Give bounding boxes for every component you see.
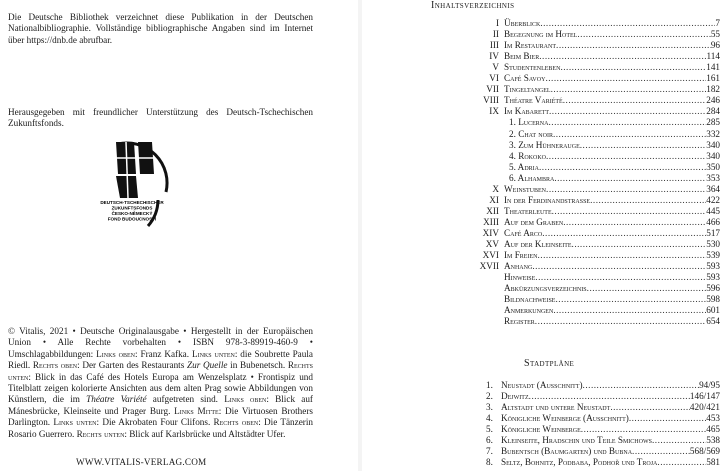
toc-page-number: 340 <box>706 150 720 161</box>
toc-leader-dots <box>580 140 706 151</box>
logo-line-4: FOND BUDOUCNOSTI <box>107 216 157 222</box>
logo-line-3: ČESKO-NĚMECKÝ <box>111 211 153 216</box>
toc-page-number: 593 <box>706 272 720 283</box>
toc-leader-dots <box>537 250 706 261</box>
toc-chapter-number: VI <box>489 73 499 84</box>
toc-chapter-number: I <box>495 18 499 28</box>
toc-entry-line <box>504 261 720 272</box>
toc-leader-dots <box>532 261 706 272</box>
toc-entry-line <box>504 239 720 250</box>
toc-leader-dots <box>535 272 706 283</box>
toc-entry-line <box>504 305 720 316</box>
toc-entry[interactable] <box>368 272 720 283</box>
plan-page-number: 146/147 <box>689 391 720 402</box>
zukunftsfonds-logo <box>80 140 170 228</box>
toc-entry-line <box>504 18 720 29</box>
toc-page-number: 530 <box>706 239 720 249</box>
toc-leader-dots <box>590 195 706 206</box>
toc-page-number: 364 <box>706 183 720 194</box>
toc-leader-dots <box>551 84 707 95</box>
logo-line-2: ZUKUNFTSFONDS <box>111 205 153 211</box>
toc-chapter-number: XI <box>489 194 499 205</box>
imprint-segment: : Die Akrobaten Four Clifons. <box>96 417 214 428</box>
plan-leader-dots <box>652 435 706 446</box>
toc-page-number: 96 <box>710 40 720 51</box>
plan-leader-dots <box>610 402 690 413</box>
imprint-text <box>8 326 313 440</box>
toc-chapter-number: IV <box>489 51 499 62</box>
toc-chapter-title: Hinweise <box>504 272 536 283</box>
toc-chapter-title: Register <box>504 316 535 327</box>
toc-leader-dots <box>572 239 707 250</box>
plan-entry[interactable] <box>368 391 720 402</box>
toc-entry[interactable] <box>368 305 720 316</box>
toc-chapter-number: IX <box>489 106 499 117</box>
toc-entry[interactable] <box>368 195 720 206</box>
toc-entry-line <box>504 29 720 40</box>
imprint-segment: © Vitalis, 2021 • Deutsche Originalausgabe • Hergestellt in der Europäischen Union • Alle Rechte vorbehalten • ISBN 978-3-89919-460-9 • Umschlagabbildungen: <box>8 326 313 359</box>
toc-leader-dots <box>553 129 706 140</box>
toc-chapter-title: Beim Bier <box>504 51 540 62</box>
plan-entry-line <box>501 391 720 402</box>
toc-leader-dots <box>555 294 706 305</box>
plan-page-number: 465 <box>706 424 720 435</box>
plan-entry[interactable] <box>368 457 720 468</box>
plan-leader-dots <box>529 391 690 402</box>
plan-page-number: 538 <box>706 435 720 446</box>
toc-leader-dots <box>548 117 706 128</box>
toc-chapter-number: X <box>492 183 499 194</box>
toc-chapter-title: In der Ferdinandstrasse <box>504 194 591 205</box>
toc-chapter-title: 4. Rokoko <box>509 150 546 161</box>
imprint-segment: Links oben <box>224 394 267 405</box>
toc-leader-dots <box>549 106 706 117</box>
toc-page-number: 350 <box>706 161 720 172</box>
toc-chapter-title: 2. Chat noir <box>509 128 553 139</box>
toc-chapter-number: XII <box>486 205 499 216</box>
plan-entry[interactable] <box>368 435 720 446</box>
imprint-segment: Links unten <box>191 348 235 359</box>
plan-entry-line <box>501 424 720 435</box>
toc-chapter-title: Tingeltangel <box>504 84 551 95</box>
imprint-segment: Rechts unten <box>8 360 314 382</box>
toc-page-number: 466 <box>706 216 720 227</box>
toc-entry[interactable] <box>368 40 720 51</box>
toc-leader-dots <box>542 228 706 239</box>
bibliographic-note: Die Deutsche Bibliothek verzeichnet diese Publikation in der Deutschen Nationalbibliographie. Vollständige bibliographische Angaben sind im Internet über https://dnb.de abrufbar. <box>8 12 313 45</box>
imprint-segment: : Die Tänzerin Rosario Guerrero. <box>8 417 313 439</box>
toc-entry-line <box>504 283 720 294</box>
toc-chapter-title: Auf der Kleinseite <box>504 239 572 249</box>
toc-entry-line <box>504 106 720 117</box>
toc-title: Inhaltsverzeichnis <box>431 0 515 11</box>
imprint-segment: : Blick auf Mánesbrücke, Kleinseite und Prager Burg. <box>8 394 313 416</box>
plan-entry[interactable] <box>368 446 720 457</box>
toc-chapter-title: Auf dem Graben <box>504 216 564 227</box>
toc-entry-line <box>509 162 720 173</box>
plan-title: Kleinseite, Hradschin und Teile Smichows <box>501 435 652 446</box>
toc-page-number: 445 <box>706 205 720 216</box>
toc-entry-line <box>509 151 720 162</box>
toc-chapter-title: Bildnachweise <box>504 294 556 305</box>
toc-entry[interactable] <box>368 316 720 327</box>
toc-entry[interactable] <box>368 62 720 73</box>
plan-leader-dots <box>632 446 690 457</box>
toc-chapter-title: Anmerkungen <box>504 305 554 316</box>
toc-chapter-number: XVI <box>482 250 499 261</box>
toc-chapter-title: 5. Adria <box>509 161 539 172</box>
toc-leader-dots <box>546 151 706 162</box>
toc-entry[interactable] <box>368 173 720 184</box>
plan-entry-line <box>501 380 720 391</box>
plan-number: 4. <box>486 413 493 424</box>
toc-leader-dots <box>577 29 710 40</box>
toc-entry[interactable] <box>368 294 720 305</box>
toc-entry[interactable] <box>368 261 720 272</box>
toc-entry-line <box>504 217 720 228</box>
plan-title: Königliche Weinberge <box>501 424 581 435</box>
toc-page-number: 596 <box>706 283 720 294</box>
imprint-segment: in Bubenetsch. <box>227 360 288 371</box>
toc-entry-line <box>504 62 720 73</box>
plan-page-number: 453 <box>706 413 720 424</box>
toc-chapter-title: Café Arco <box>504 227 543 238</box>
toc-chapter-title: Studentenleben <box>504 62 561 73</box>
toc-entry-line <box>504 195 720 206</box>
funding-note: Herausgegeben mit freundlicher Unterstützung des Deutsch-Tschechischen Zukunftsfonds. <box>8 107 313 129</box>
plan-title: Bubentsch (Baumgarten) und Bubna <box>501 446 633 457</box>
logo-graphic <box>80 140 170 228</box>
toc-page-number: 593 <box>706 261 720 272</box>
imprint-segment: Zur Quelle <box>187 360 228 371</box>
toc-page-number: 422 <box>706 194 720 205</box>
toc-entry[interactable] <box>368 73 720 84</box>
imprint-segment: Rechts oben <box>32 360 78 371</box>
toc-chapter-title: Théatre Variété <box>504 95 563 106</box>
toc-entry[interactable] <box>368 206 720 217</box>
toc-page-number: 114 <box>706 51 720 62</box>
toc-chapter-number: XV <box>485 239 499 249</box>
toc-leader-dots <box>560 62 706 73</box>
imprint-segment: : Blick in das Café des Hotels Europa am Wenzelsplatz • Frontispiz und Titelblatt zeigen kolorierte Ansichten aus dem alten Prag sowie Abbildungen von Künstlern, die im <box>8 371 313 405</box>
plan-title: Neustadt (Ausschnitt) <box>501 380 583 390</box>
plan-page-number: 581 <box>706 457 720 468</box>
toc-chapter-title: Überblick <box>504 18 541 28</box>
toc-chapter-title: Im Restaurant <box>504 40 557 51</box>
toc-entry[interactable] <box>368 239 720 250</box>
plan-leader-dots <box>583 380 700 391</box>
toc-chapter-title: 6. Alhambra <box>509 172 555 183</box>
toc-chapter-number: VIII <box>483 95 499 106</box>
toc-entry-line <box>509 129 720 140</box>
toc-page-number: 539 <box>706 250 720 261</box>
toc-entry[interactable] <box>368 140 720 151</box>
toc-entry[interactable] <box>368 250 720 261</box>
plan-number: 3. <box>486 402 493 413</box>
toc-entry[interactable] <box>368 117 720 128</box>
toc-leader-dots <box>563 217 706 228</box>
toc-page-number: 7 <box>715 18 720 28</box>
toc-entry[interactable] <box>368 151 720 162</box>
plan-title: Dejwitz <box>501 391 529 402</box>
left-page <box>0 0 352 471</box>
toc-entry-line <box>504 250 720 261</box>
toc-entry-line <box>504 272 720 283</box>
plan-entry-line <box>501 457 720 468</box>
plan-entry[interactable] <box>368 402 720 413</box>
imprint-segment: Links unten <box>53 417 97 428</box>
toc-chapter-number: XVII <box>479 261 499 272</box>
toc-chapter-title: 1. Lucerna <box>509 117 549 128</box>
toc-chapter-title: Anhang <box>504 261 533 272</box>
plan-number: 5. <box>486 424 493 435</box>
toc-entry[interactable] <box>368 162 720 173</box>
right-page <box>368 0 720 471</box>
toc-entry-line <box>504 206 720 217</box>
toc-entry-line <box>509 140 720 151</box>
imprint-segment: : Franz Kafka. <box>135 348 192 359</box>
toc-entry[interactable] <box>368 283 720 294</box>
toc-entry-line <box>509 117 720 128</box>
toc-chapter-title: Weinstuben <box>504 183 547 194</box>
plan-title: Altstadt und untere Neustadt <box>501 402 611 413</box>
toc-leader-dots <box>539 51 706 62</box>
imprint-segment: : Der Garten des Restaurants <box>77 360 187 371</box>
toc-entry[interactable] <box>368 84 720 95</box>
plan-leader-dots <box>657 457 706 468</box>
toc-leader-dots <box>545 73 706 84</box>
toc-entry[interactable] <box>368 184 720 195</box>
toc-leader-dots <box>587 283 707 294</box>
toc-chapter-title: 3. Zum Hühnerauge <box>509 139 580 150</box>
imprint-segment: aufgetreten sind. <box>146 394 225 405</box>
toc-chapter-number: III <box>489 40 499 51</box>
plan-entry-line <box>501 446 720 457</box>
plan-number: 2. <box>486 391 493 402</box>
plan-leader-dots <box>629 413 706 424</box>
toc-entry-line <box>504 95 720 106</box>
plan-leader-dots <box>581 424 706 435</box>
toc-entry-line <box>504 228 720 239</box>
plan-number: 6. <box>486 435 493 446</box>
imprint-segment: : Blick auf Karlsbrücke und Altstädter Ufer. <box>124 428 286 439</box>
publisher-url[interactable]: WWW.VITALIS-VERLAG.COM <box>76 457 207 467</box>
toc-chapter-number: XIV <box>482 227 499 238</box>
toc-page-number: 517 <box>706 227 720 238</box>
toc-entry-line <box>504 184 720 195</box>
toc-leader-dots <box>553 305 706 316</box>
plans-title: Stadtpläne <box>524 358 575 369</box>
toc-chapter-title: Im Freien <box>504 250 538 261</box>
plan-title: Seltz, Bohnitz, Podbaba, Podhoř und Troja <box>501 457 658 468</box>
toc-leader-dots <box>540 18 715 29</box>
imprint-segment: : die Soubrette Paula Riedl. <box>8 348 313 371</box>
plan-page-number: 568/569 <box>689 446 720 457</box>
plan-number: 8. <box>486 457 493 468</box>
toc-entry-line <box>504 40 720 51</box>
toc-leader-dots <box>535 316 706 327</box>
toc-chapter-number: II <box>492 29 499 40</box>
toc-page-number: 55 <box>710 29 720 40</box>
toc-entry[interactable] <box>368 217 720 228</box>
toc-entry[interactable] <box>368 51 720 62</box>
toc-entry-line <box>504 51 720 62</box>
imprint-segment: Rechts unten <box>76 428 125 439</box>
toc-page-number: 141 <box>706 62 720 73</box>
plan-number: 1. <box>486 380 493 390</box>
toc-page-number: 284 <box>706 106 720 117</box>
plan-entry-line <box>501 402 720 413</box>
toc-chapter-title: Café Savoy <box>504 73 546 84</box>
plan-entry-line <box>501 413 720 424</box>
toc-chapter-number: V <box>492 62 499 73</box>
toc-page-number: 353 <box>706 172 720 183</box>
plan-entry[interactable] <box>368 424 720 435</box>
plan-entry[interactable] <box>368 380 720 391</box>
plan-page-number: 420/421 <box>689 402 720 413</box>
toc-entry-line <box>504 316 720 327</box>
imprint-segment: : Die Virtuosen Brothers Darlington. <box>8 405 313 428</box>
page-gutter <box>358 0 362 471</box>
imprint-segment: Links Mitte <box>174 405 219 416</box>
toc-entry[interactable] <box>368 106 720 117</box>
toc-page-number: 161 <box>706 73 720 84</box>
toc-entry-line <box>504 73 720 84</box>
toc-chapter-title: Begegnung im Hotel <box>504 29 578 40</box>
toc-entry[interactable] <box>368 95 720 106</box>
toc-entry[interactable] <box>368 18 720 29</box>
toc-page-number: 654 <box>706 316 720 327</box>
toc-entry[interactable] <box>368 29 720 40</box>
toc-leader-dots <box>539 162 706 173</box>
toc-page-number: 601 <box>706 305 720 316</box>
toc-entry-line <box>509 173 720 184</box>
toc-leader-dots <box>552 206 707 217</box>
toc-page-number: 246 <box>706 95 720 106</box>
imprint-segment: Rechts oben <box>213 417 259 428</box>
toc-entry-line <box>504 294 720 305</box>
plan-number: 7. <box>486 446 493 457</box>
imprint-segment: Théatre Variété <box>86 394 147 405</box>
toc-leader-dots <box>546 184 706 195</box>
logo-line-1: DEUTSCH-TSCHECHISCHER <box>100 200 164 205</box>
toc-entry[interactable] <box>368 228 720 239</box>
toc-page-number: 598 <box>706 294 720 305</box>
plan-title: Königliche Weinberge (Ausschnitt) <box>501 413 629 424</box>
plan-entry[interactable] <box>368 413 720 424</box>
imprint-segment: Links oben <box>96 348 136 359</box>
toc-page-number: 340 <box>706 139 720 150</box>
toc-chapter-number: XIII <box>483 216 499 227</box>
toc-entry[interactable] <box>368 129 720 140</box>
toc-chapter-number: VII <box>486 84 499 95</box>
plan-page-number: 94/95 <box>699 380 720 390</box>
toc-chapter-title: Im Kabarett <box>504 106 549 117</box>
toc-leader-dots <box>563 95 707 106</box>
plan-entry-line <box>501 435 720 446</box>
toc-leader-dots <box>556 40 711 51</box>
toc-page-number: 285 <box>706 117 720 128</box>
toc-page-number: 182 <box>706 84 720 95</box>
toc-chapter-title: Abkürzungsverzeichnis <box>504 283 587 294</box>
toc-entry-line <box>504 84 720 95</box>
toc-leader-dots <box>554 173 706 184</box>
toc-chapter-title: Theaterleute <box>504 205 552 216</box>
toc-page-number: 332 <box>706 128 720 139</box>
